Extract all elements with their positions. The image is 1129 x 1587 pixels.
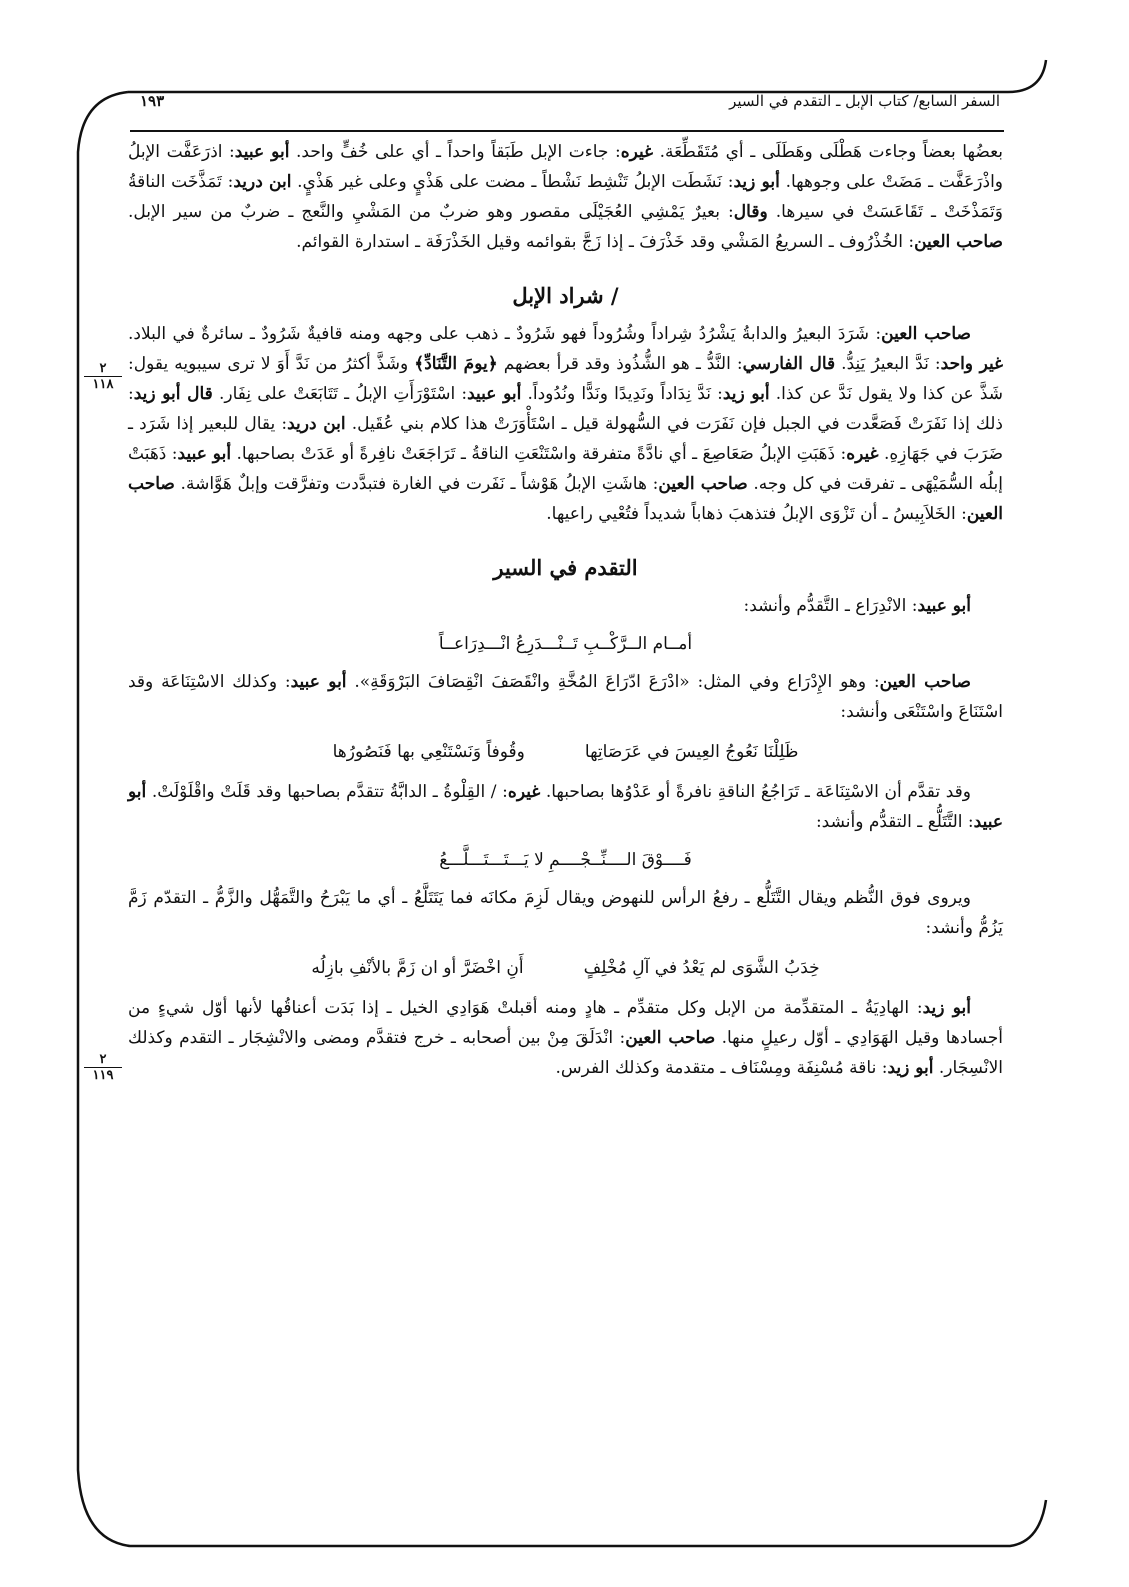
source-name: وقال <box>733 202 768 222</box>
paragraph-hadiya: أبو زيد: الهادِيَةُ ـ المتقدِّمة من الإبل وكل متقدِّم ـ هادٍ ومنه أقبلتْ هَوَادِي الخيل ـ إذا بَدَت أعناقُها لأنها أوّل شيءٍ من أجسادها وقيل الهَوَادِي ـ أوّل رعيلٍ منها. صاحب العين: انْدَلَقَ مِنْ بين أصحابه ـ خرج فتقدَّم ومضى والانْشِجَار ـ التقدم وكذلك الانْسِجَار. أبو زيد: ناقة مُسْنِفَة ومِسْنَاف ـ متقدمة وكذلك الفرس. <box>128 998 1003 1078</box>
source-name: أبو عبيد <box>128 782 1003 832</box>
page-header <box>130 86 1000 116</box>
verse-second-hemistich: وقُوفاً وَنَسْتَنْعِي بها فَنَصُورُها <box>332 742 525 762</box>
quran-quote: ﴿يومَ التَّنَادِّ﴾ <box>414 354 498 374</box>
margin-reference-numerator: ٢ <box>99 361 107 376</box>
source-name: قال الفارسي <box>742 354 836 374</box>
source-name: أبو عبيد <box>917 596 971 616</box>
source-name: صاحب العين <box>128 474 1003 524</box>
margin-reference-numerator: ٢ <box>99 1052 107 1067</box>
poetry-verse-2 <box>128 737 1003 767</box>
poetry-verse-3: فَــــوْقَ الــــنِّــجْــــمِ لا يَـــتَـــتَـــلَّـــعُ <box>439 850 692 870</box>
paragraph-istinaa: وقد تقدَّم أن الاسْتِنَاعَة ـ تَرَاجُعُ الناقةِ نافرةً أو عَدْوُها بصاحبها. غيره: / القِلْوةُ ـ الدابَّةُ تتقدَّم بصاحبها وقد قَلَتْ واقْلَوْلَتْ. أبو عبيد: التَّتَلُّع ـ التقدُّم وأنشد: <box>128 782 1003 832</box>
source-name: صاحب العين <box>914 232 1003 252</box>
source-name: صاحب العين <box>881 324 971 344</box>
source-name: غيره <box>620 142 654 162</box>
paragraph-idraa: صاحب العين: وهو الإِدْرَاع وفي المثل: «ادْرَعَ ادّرَاعَ المُخَّةِ وانْقَصَفَ انْقِصَافَ البَرْوَقَةِ». أبو عبيد: وكذلك الاسْتِنَاعَة وقد اسْتَنَاعَ واسْتَنْعَى وأنشد: <box>128 672 1003 722</box>
source-name: ابن دريد <box>233 172 292 192</box>
section-heading-camel-straying: / شراد الإبل <box>512 283 619 308</box>
source-name: غيره <box>846 444 879 464</box>
running-title: السفر السابع/ كتاب الإبل ـ التقدم في السير <box>729 92 1000 110</box>
source-name: غيره <box>507 782 541 802</box>
source-name: أبو عبيد <box>177 444 232 464</box>
source-name: ابن دريد <box>287 414 346 434</box>
source-name: قال أبو زيد <box>133 384 213 404</box>
margin-reference-2 <box>84 1053 122 1083</box>
source-name: أبو زيد <box>733 172 780 192</box>
source-name: أبو زيد <box>722 384 770 404</box>
poetry-verse-4 <box>128 953 1003 983</box>
section-heading-advancing: التقدم في السير <box>493 555 638 580</box>
margin-reference-denominator: ١١٩ <box>84 1067 122 1083</box>
source-name: أبو زيد <box>922 998 971 1018</box>
verse-second-hemistich: أَنِ اخْضَرَّ أو ان زَمَّ بالأنْفِ بازِلُه <box>311 958 524 978</box>
paragraph-advancing-intro: أبو عبيد: الانْدِرَاع ـ التَّقدُّم وأنشد: <box>743 596 971 616</box>
verse-first-hemistich: ظَلِلْنَا نَعُوجُ العِيسَ في عَرَصَاتِها <box>584 742 799 762</box>
source-name: أبو زيد <box>887 1058 934 1078</box>
source-name: غير واحد <box>940 354 1003 374</box>
paragraph-straying: صاحب العين: شَرَدَ البعيرُ والدابةُ يَشْرُدُ شِراداً وشُرُوداً فهو شَرُودٌ ـ ذهب على وجهه ومنه قافيةٌ شَرُودٌ ـ سائرةٌ في البلاد. غير واحد: نَدَّ البعيرُ يَنِدُّ. قال الفارسي: النَّدُّ ـ هو الشُّذُوذ وقد قرأ بعضهم ﴿يومَ التَّنَادِّ﴾ وشَذَّ أكثرُ من نَدَّ أَوَ لا ترى سيبويه يقول: شَذَّ عن كذا ولا يقول نَدَّ عن كذا. أبو زيد: نَدَّ نِدَاداً ونَدِيدًا ونَدًّا ونُدُوداً. أبو عبيد: اسْتَوْرَأَتِ الإبلُ ـ تَتَابَعَتْ على نِفَار. قال أبو زيد: ذلك إذا نَفَرَتْ فَصَعَّدت في الجبل فإن نَفَرَت في السُّهولة قيل ـ اسْتَأْوَرَتْ هذا كلام بني عُقَيل. ابن دريد: يقال للبعير إذا شَرَد ـ ضَرَبَ في جَهَازِهِ. غيره: ذَهَبَتِ الإبلُ صَعَاصِعَ ـ أي نادَّةً متفرقة واسْتَنْعَتِ الناقةُ ـ تَرَاجَعَتْ نافِرةً أو عَدَتْ بصاحبها. أبو عبيد: ذَهَبَتْ إبلُه السُّمَيْهَى ـ تفرقت في كل وجه. صاحب العين: هاشَتِ الإبلُ هَوْشاً ـ نَفَرت في الغارة فتبدَّدت وتفرَّقت وإبلٌ هَوَّاشة. صاحب العين: الخَلاَبِيسُ ـ أن تَزْوَى الإبلُ فتذهبَ ذهاباً شديداً فتُعْيي راعيها. <box>128 324 1004 524</box>
page-body <box>128 137 1003 1083</box>
poetry-verse-1: أمــام الــرَّكْــبِ تَــنْـــدَرِعُ انْـــدِرَاعــاً <box>438 634 693 654</box>
source-name: صاحب العين <box>625 1028 716 1048</box>
source-name: أبو عبيد <box>290 672 347 692</box>
margin-reference-1 <box>84 362 122 392</box>
page-number: ١٩٣ <box>140 92 165 110</box>
source-name: صاحب العين <box>879 672 971 692</box>
paragraph-tatallu: ويروى فوق النُّظم ويقال التَّتَلُّع ـ رفعُ الرأس للنهوض ويقال لَزِمَ مكانَه فما يَتَتَلَّعُ ـ أي ما يَبْرَحُ والتَّمَهُّل والزَّمُّ ـ التقدّم زَمَّ يَزُمُّ وأنشد: <box>128 888 1003 938</box>
source-name: أبو عبيد <box>234 142 290 162</box>
source-name: أبو عبيد <box>467 384 522 404</box>
source-name: صاحب العين <box>658 474 748 494</box>
verse-first-hemistich: خِدَبُ الشَّوَى لم يَعْدُ في آلِ مُخْلِفٍ <box>583 958 820 978</box>
paragraph-continuation: بعضُها بعضاً وجاءت هَطْلَى وهَطَلَى ـ أي مُتَقَطِّعَة. غيره: جاءت الإبل طَبَقاً واحداً ـ أي على خُفٍّ واحد. أبو عبيد: اذرَعَفَّت الإبلُ واذْرَعَفَّت ـ مَضَتْ على وجوهها. أبو زيد: نَشَطَت الإبلُ تَنْشِط نَشْطاً ـ مضت على هَذْيٍ وعلى غير هَذْيٍ. ابن دريد: تَمَذَّخَت الناقةُ وَتَمَذْخَتْ ـ تَقَاعَسَتْ في سيرها. وقال: بعيرٌ يَمْشِي العُجَيْلَى مقصور وهو ضربٌ من المَشْيِ والنَّعج ـ ضربٌ من سير الإبل. صاحب العين: الخُذْرُوف ـ السريعُ المَشْي وقد خَذْرَفَ ـ إذا زَجَّ بقوائمه وقيل الخَذْرَفَة ـ استدارة القوائم. <box>128 142 1003 252</box>
margin-reference-denominator: ١١٨ <box>84 376 122 392</box>
